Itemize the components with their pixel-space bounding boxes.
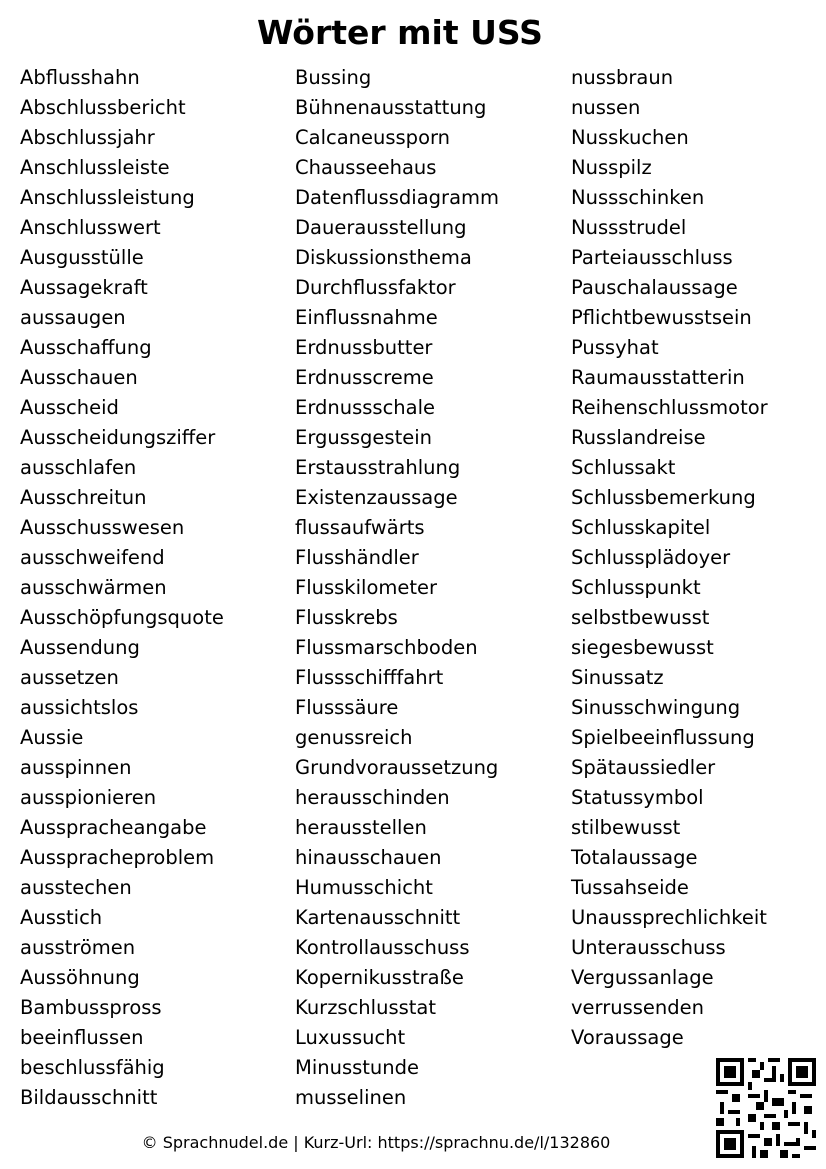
word-item: Erstausstrahlung [295, 456, 461, 479]
word-item: Kopernikusstraße [295, 966, 464, 989]
word-item: Anschlussleiste [20, 156, 170, 179]
word-item: ausspinnen [20, 756, 132, 779]
word-item: aussichtslos [20, 696, 139, 719]
word-item: Ausscheid [20, 396, 119, 419]
word-item: Kontrollausschuss [295, 936, 470, 959]
word-item: Schlussplädoyer [571, 546, 731, 569]
word-item: Anschlusswert [20, 216, 161, 239]
word-item: Flusskrebs [295, 606, 398, 629]
word-item: Erdnusscreme [295, 366, 434, 389]
word-item: Spielbeeinflussung [571, 726, 755, 749]
word-item: Parteiausschluss [571, 246, 733, 269]
word-item: Unaussprechlichkeit [571, 906, 767, 929]
word-item: Nussstrudel [571, 216, 687, 239]
word-item: Erdnussbutter [295, 336, 433, 359]
word-item: ausschlafen [20, 456, 137, 479]
word-item: hinausschauen [295, 846, 442, 869]
word-item: Anschlussleistung [20, 186, 195, 209]
footer-url: © Sprachnudel.de | Kurz-Url: https://sprachnu.de/l/132860 [141, 1133, 611, 1152]
word-item: Schlusspunkt [571, 576, 701, 599]
word-item: Flusssäure [295, 696, 399, 719]
word-item: Unterausschuss [571, 936, 726, 959]
word-item: Ausschöpfungsquote [20, 606, 224, 629]
word-item: Raumausstatterin [571, 366, 745, 389]
word-item: aussaugen [20, 306, 126, 329]
word-item: flussaufwärts [295, 516, 425, 539]
word-item: Abschlussbericht [20, 96, 186, 119]
word-item: Ausschreitun [20, 486, 147, 509]
qr-code-icon [716, 1058, 816, 1158]
word-item: Dauerausstellung [295, 216, 467, 239]
word-item: Abflusshahn [20, 66, 140, 89]
word-item: Aussie [20, 726, 84, 749]
word-item: ausstechen [20, 876, 132, 899]
word-item: Nusspilz [571, 156, 652, 179]
word-item: stilbewusst [571, 816, 681, 839]
word-column-3 [571, 63, 768, 1053]
word-item: Abschlussjahr [20, 126, 155, 149]
word-item: nussen [571, 96, 641, 119]
word-item: Schlussakt [571, 456, 676, 479]
word-item: Nusskuchen [571, 126, 689, 149]
word-item: Grundvoraussetzung [295, 756, 499, 779]
word-item: Russlandreise [571, 426, 706, 449]
word-item: Pussyhat [571, 336, 659, 359]
word-item: Ausschaffung [20, 336, 152, 359]
word-item: Spätaussiedler [571, 756, 716, 779]
word-item: Kurzschlusstat [295, 996, 437, 1019]
word-item: Diskussionsthema [295, 246, 472, 269]
word-item: Pflichtbewusstsein [571, 306, 752, 329]
word-item: aussetzen [20, 666, 119, 689]
word-item: beeinflussen [20, 1026, 144, 1049]
word-item: Flussschifffahrt [295, 666, 444, 689]
word-item: Schlusskapitel [571, 516, 711, 539]
word-item: Chausseehaus [295, 156, 437, 179]
word-item: Durchflussfaktor [295, 276, 456, 299]
word-item: Ausspracheproblem [20, 846, 215, 869]
word-item: Sinusschwingung [571, 696, 741, 719]
word-item: ausschwärmen [20, 576, 167, 599]
word-item: nussbraun [571, 66, 674, 89]
word-item: musselinen [295, 1086, 407, 1109]
page-title: Wörter mit USS [257, 13, 543, 52]
word-item: ausspionieren [20, 786, 157, 809]
word-item: selbstbewusst [571, 606, 710, 629]
word-item: Luxussucht [295, 1026, 406, 1049]
word-item: Bühnenausstattung [295, 96, 487, 119]
word-item: Flusshändler [295, 546, 419, 569]
word-item: Reihenschlussmotor [571, 396, 768, 419]
word-item: Datenflussdiagramm [295, 186, 500, 209]
word-item: Aussagekraft [20, 276, 148, 299]
word-item: Erdnussschale [295, 396, 436, 419]
word-item: Ausspracheangabe [20, 816, 207, 839]
word-item: Flussmarschboden [295, 636, 478, 659]
word-item: Aussendung [20, 636, 140, 659]
word-item: Sinussatz [571, 666, 664, 689]
word-item: ausströmen [20, 936, 136, 959]
word-item: Totalaussage [571, 846, 698, 869]
word-item: Einflussnahme [295, 306, 438, 329]
word-item: Bambusspross [20, 996, 162, 1019]
word-item: Calcaneussporn [295, 126, 451, 149]
word-item: Existenzaussage [295, 486, 458, 509]
word-item: Tussahseide [571, 876, 689, 899]
word-item: Pauschalaussage [571, 276, 738, 299]
word-item: herausstellen [295, 816, 427, 839]
word-item: Aussöhnung [20, 966, 140, 989]
word-item: Minusstunde [295, 1056, 420, 1079]
word-item: Schlussbemerkung [571, 486, 756, 509]
word-item: ausschweifend [20, 546, 165, 569]
word-item: Nussschinken [571, 186, 705, 209]
word-item: Bussing [295, 66, 372, 89]
word-item: Humusschicht [295, 876, 433, 899]
word-item: verrussenden [571, 996, 704, 1019]
word-item: Kartenausschnitt [295, 906, 461, 929]
word-item: Ergussgestein [295, 426, 433, 449]
word-item: Bildausschnitt [20, 1086, 158, 1109]
word-item: Ausschusswesen [20, 516, 185, 539]
word-item: Flusskilometer [295, 576, 438, 599]
word-item: Ausgusstülle [20, 246, 144, 269]
word-item: beschlussfähig [20, 1056, 165, 1079]
word-item: Ausscheidungsziffer [20, 426, 216, 449]
word-item: Ausstich [20, 906, 103, 929]
word-item: Ausschauen [20, 366, 138, 389]
word-column-2 [295, 63, 499, 1113]
word-item: siegesbewusst [571, 636, 714, 659]
word-item: Vergussanlage [571, 966, 714, 989]
word-item: genussreich [295, 726, 413, 749]
word-item: Statussymbol [571, 786, 704, 809]
word-column-1 [20, 63, 224, 1113]
word-item: Voraussage [571, 1026, 684, 1049]
word-item: herausschinden [295, 786, 450, 809]
